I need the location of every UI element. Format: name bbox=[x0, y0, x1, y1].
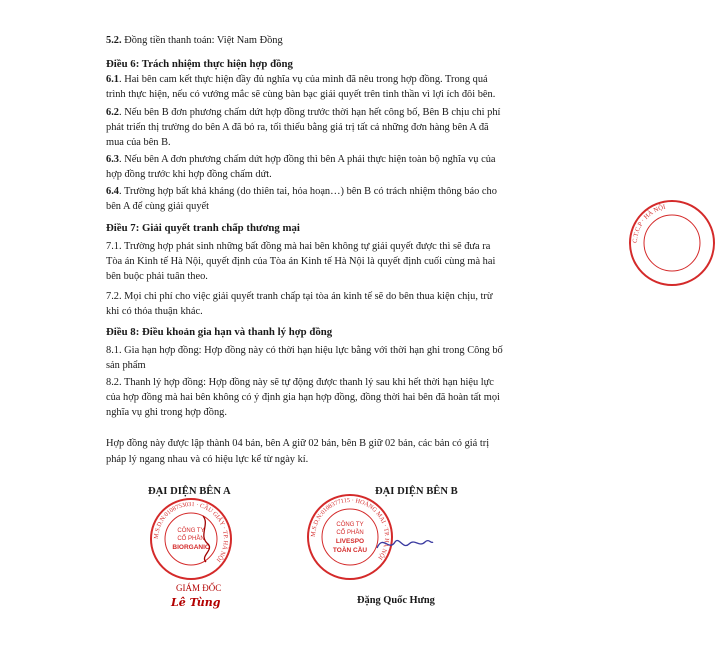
svg-text:CÔNG TY: CÔNG TY bbox=[177, 528, 205, 534]
party-a-title: ĐẠI DIỆN BÊN A bbox=[148, 486, 231, 497]
clause-number: 6.3 bbox=[106, 154, 119, 165]
svg-text:BIORGANIC: BIORGANIC bbox=[172, 544, 210, 551]
clause-text: mua của bên B. bbox=[106, 137, 171, 148]
contract-line bbox=[106, 305, 203, 318]
clause-number: 6.1 bbox=[106, 74, 119, 85]
party-b-handwritten-signature bbox=[375, 528, 435, 558]
section-heading: Điều 6: Trách nhiệm thực hiện hợp đồng bbox=[106, 58, 293, 70]
clause-text: 7.1. Trường hợp phát sinh những bất đồng mà hai bên không tự giải quyết được thì sẽ đưa ra bbox=[106, 241, 491, 252]
section-heading: Điều 8: Điều khoản gia hạn và thanh lý hợp đồng bbox=[106, 326, 333, 338]
contract-line bbox=[106, 453, 308, 466]
contract-line bbox=[106, 200, 209, 213]
svg-text:C.T.C.P · HÀ NỘI: C.T.C.P · HÀ NỘI bbox=[631, 203, 667, 244]
clause-text: . Trường hợp bất khả kháng (do thiên tai, hỏa hoạn…) bên B có trách nhiệm thông báo cho bbox=[119, 186, 497, 197]
clause-text: của hợp đồng mà hai bên không có ý định gia hạn hợp đồng, đồng thời hai bên đã hoàn tất mọi bbox=[106, 392, 500, 403]
svg-text:CÔNG TY: CÔNG TY bbox=[336, 522, 364, 528]
party-b-signer-name: Đặng Quốc Hưng bbox=[357, 595, 435, 606]
clause-text: 7.2. Mọi chi phí cho việc giải quyết tranh chấp tại tòa án kinh tế sẽ do bên thua kiện chịu, trừ bbox=[106, 291, 493, 302]
contract-line bbox=[106, 168, 272, 181]
contract-line bbox=[106, 136, 171, 149]
svg-text:CỔ PHẦN: CỔ PHẦN bbox=[336, 530, 364, 536]
party-a-stamp bbox=[148, 496, 234, 582]
svg-text:TOÀN CẦU: TOÀN CẦU bbox=[332, 547, 368, 554]
clause-text: Tòa án Kinh tế Hà Nội, quyết định của Tòa án Kinh tế Hà Nội là quyết định cuối cùng mà hai bbox=[106, 256, 496, 267]
clause-number: 5.2. bbox=[106, 35, 122, 46]
contract-line bbox=[106, 88, 495, 101]
svg-text:LIVESPO: LIVESPO bbox=[335, 538, 365, 545]
contract-line bbox=[106, 359, 146, 372]
contract-line bbox=[106, 121, 489, 134]
clause-text: nghĩa vụ ghi trong hợp đồng. bbox=[106, 407, 227, 418]
clause-text: bên buộc phải tuân theo. bbox=[106, 271, 208, 282]
contract-line bbox=[106, 437, 489, 450]
clause-text: . Nếu bên A đơn phương chấm dứt hợp đồng thì bên A phải thực hiện toàn bộ nghĩa vụ của bbox=[119, 154, 496, 165]
contract-line bbox=[106, 34, 283, 47]
contract-line bbox=[106, 344, 503, 357]
contract-line bbox=[106, 406, 227, 419]
clause-text: . Hai bên cam kết thực hiện đầy đủ nghĩa vụ của mình đã nêu trong hợp đồng. Trong quá bbox=[119, 74, 488, 85]
clause-number: 6.4 bbox=[106, 186, 119, 197]
svg-text:CỔ PHẦN: CỔ PHẦN bbox=[177, 536, 205, 542]
contract-line bbox=[106, 240, 490, 253]
clause-text: bên A để cùng giải quyết bbox=[106, 201, 210, 212]
contract-line bbox=[106, 255, 495, 268]
clause-number: 6.2 bbox=[106, 107, 119, 118]
party-b-title: ĐẠI DIỆN BÊN B bbox=[375, 486, 458, 497]
contract-line bbox=[106, 270, 208, 283]
clause-text: 8.1. Gia hạn hợp đồng: Hợp đồng này có thời hạn hiệu lực bằng với thời hạn ghi trong Công bố bbox=[106, 345, 503, 356]
contract-line bbox=[106, 290, 493, 303]
party-a-stamp-ring: M.S.D.N:0108753031 · CẦU GIẤY · TP. HÀ NỘI bbox=[152, 500, 230, 564]
clause-text: phát triển thị trường do bên A đã bỏ ra, tối thiểu bằng giá trị tất cả những đơn hàng bên A đã bbox=[106, 122, 489, 133]
contract-line bbox=[106, 106, 500, 119]
clause-text: Đồng tiền thanh toán: Việt Nam Đồng bbox=[121, 35, 283, 46]
section-heading: Điều 7: Giải quyết tranh chấp thương mại bbox=[106, 222, 300, 234]
party-a-position: GIÁM ĐỐC bbox=[176, 583, 222, 593]
party-b-stamp-ring: M.S.D.N:0108377115 · HOÀNG MAI · TP. HÀ NỘI bbox=[309, 496, 391, 561]
clause-text: . Nếu bên B đơn phương chấm dứt hợp đồng trước thời hạn hết công bố, Bên B chịu chi phí bbox=[119, 107, 501, 118]
party-a-signature-name: Lê Tùng bbox=[171, 596, 221, 609]
clause-text: sản phẩm bbox=[106, 360, 146, 371]
contract-line bbox=[106, 376, 494, 389]
clause-text: Hợp đồng này được lập thành 04 bản, bên A giữ 02 bản, bên B giữ 02 bản, các bản có giá trị bbox=[106, 438, 490, 449]
contract-line bbox=[106, 185, 497, 198]
clause-text: 8.2. Thanh lý hợp đồng: Hợp đồng này sẽ tự động được thanh lý sau khi hết thời hạn hiệu lực bbox=[106, 377, 494, 388]
contract-line bbox=[106, 73, 488, 86]
clause-text: khi có thỏa thuận khác. bbox=[106, 306, 203, 317]
clause-text: hợp đồng trước khi hợp đồng chấm dứt. bbox=[106, 169, 272, 180]
edge-stamp bbox=[627, 198, 667, 288]
contract-line bbox=[106, 391, 500, 404]
contract-line bbox=[106, 153, 496, 166]
clause-text: trình thực hiện, nếu có vướng mắc sẽ cùng bàn bạc giải quyết trên tinh thần vì lợi ích đôi bên. bbox=[106, 89, 496, 100]
clause-text: pháp lý ngang nhau và có hiệu lực kể từ ngày kí. bbox=[106, 454, 309, 465]
